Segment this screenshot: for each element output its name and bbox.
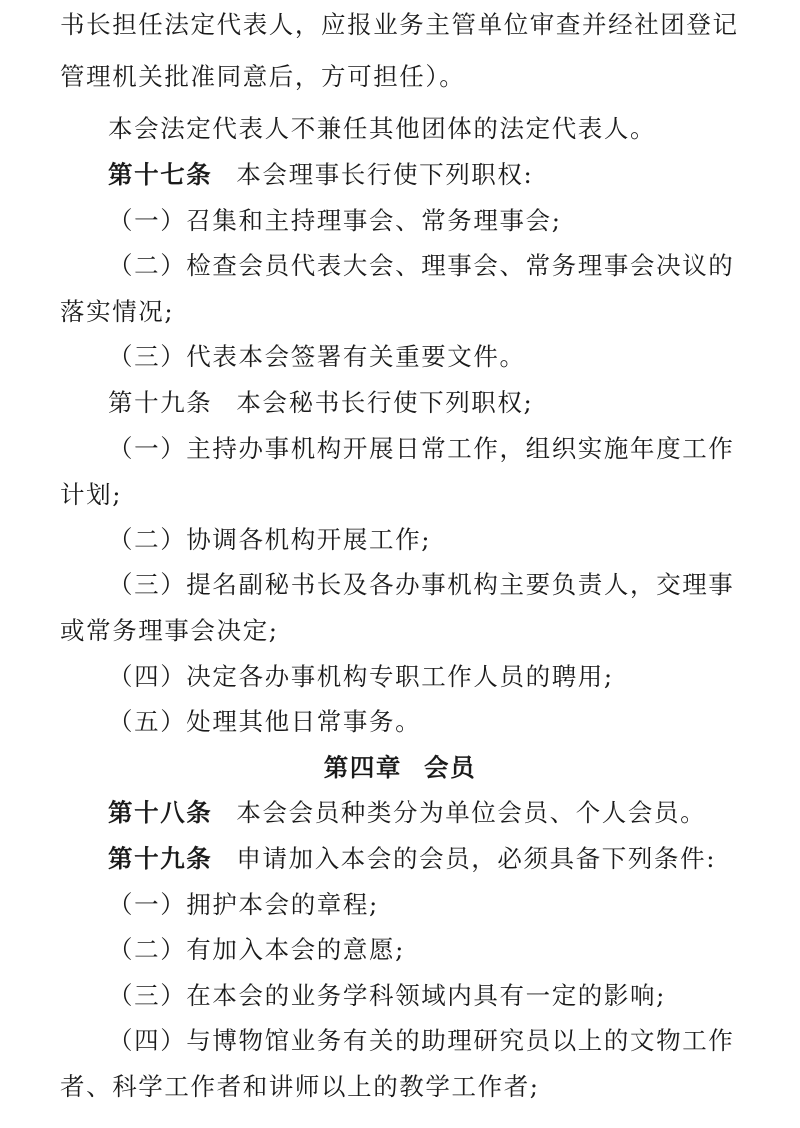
list-item: （一）召集和主持理事会、常务理事会; (108, 206, 562, 235)
list-item: （二）检查会员代表大会、理事会、常务理事会决议的 (108, 251, 735, 280)
article-text: 本会秘书长行使下列职权; (236, 388, 534, 417)
chapter-heading (0, 753, 800, 783)
article-19b-line (108, 844, 716, 874)
list-item: （二）有加入本会的意愿; (108, 935, 405, 964)
list-item: （二）协调各机构开展工作; (108, 525, 432, 554)
chapter-number: 第四章 (323, 753, 403, 782)
list-item: （一）拥护本会的章程; (108, 890, 379, 919)
article-text: 申请加入本会的会员，必须具备下列条件: (236, 844, 717, 873)
list-item: （三）提名副秘书长及各办事机构主要负责人，交理事 (108, 570, 735, 599)
list-item: （五）处理其他日常事务。 (108, 707, 422, 736)
text-line: 本会法定代表人不兼任其他团体的法定代表人。 (108, 114, 657, 143)
article-label: 第十八条 (108, 798, 213, 827)
article-label: 第十九条 (108, 388, 213, 417)
article-text: 本会会员种类分为单位会员、个人会员。 (236, 798, 707, 827)
article-17-line (108, 160, 533, 190)
list-item: （一）主持办事机构开展日常工作，组织实施年度工作 (108, 434, 735, 463)
text-line: 或常务理事会决定; (60, 616, 279, 645)
text-line: 管理机关批准同意后，方可担任）。 (60, 62, 466, 91)
article-18-line (108, 798, 706, 828)
list-item: （四）与博物馆业务有关的助理研究员以上的文物工作 (108, 1026, 735, 1055)
article-label: 第十七条 (108, 160, 213, 189)
text-line: 落实情况; (60, 297, 175, 326)
text-line: 者、科学工作者和讲师以上的教学工作者; (60, 1072, 540, 1101)
text-line: 计划; (60, 480, 123, 509)
list-item: （三）在本会的业务学科领域内具有一定的影响; (108, 981, 666, 1010)
article-19-line (108, 388, 533, 418)
article-text: 本会理事长行使下列职权: (236, 160, 534, 189)
article-label: 第十九条 (108, 844, 213, 873)
list-item: （三）代表本会签署有关重要文件。 (108, 342, 526, 371)
text-line: 书长担任法定代表人，应报业务主管单位审查并经社团登记 (60, 10, 739, 39)
list-item: （四）决定各办事机构专职工作人员的聘用; (108, 662, 614, 691)
chapter-title: 会员 (424, 753, 477, 782)
